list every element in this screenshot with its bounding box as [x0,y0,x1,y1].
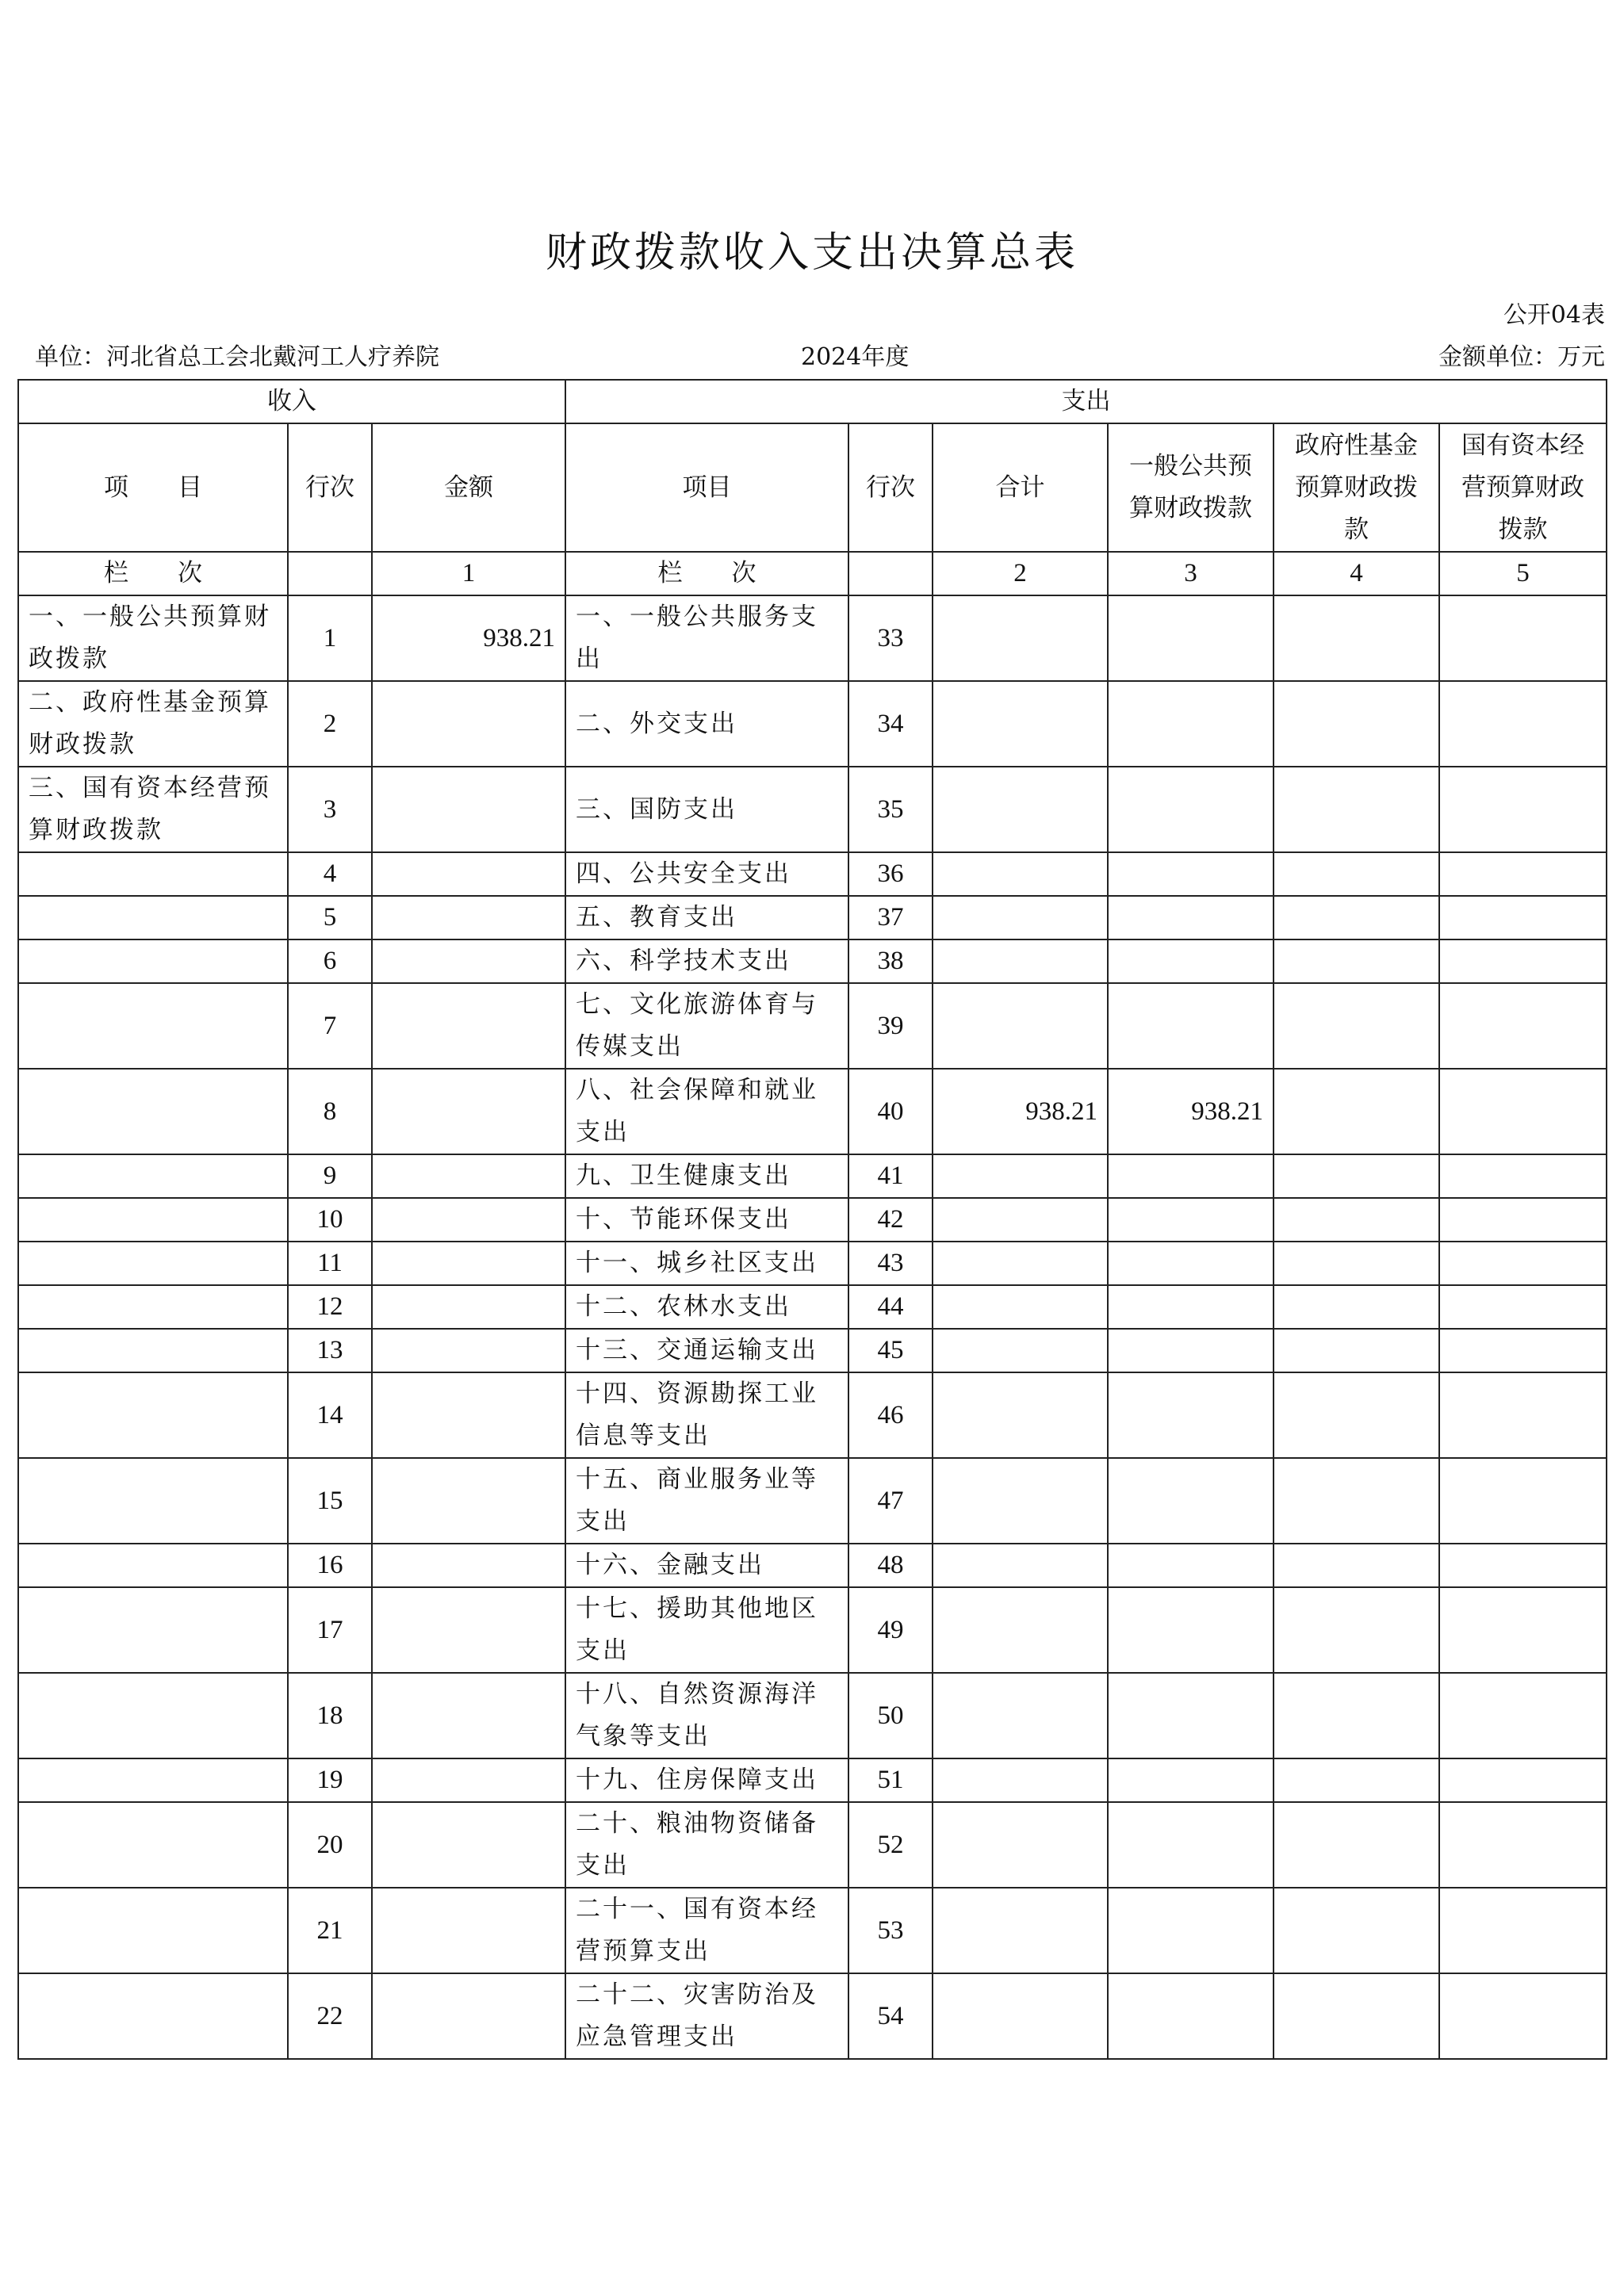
table-row [18,1154,1607,1198]
expense-item-cell: 十三、交通运输支出 [565,1329,848,1372]
expense-row-no-cell: 50 [848,1673,933,1758]
expense-item-cell: 十六、金融支出 [565,1544,848,1587]
income-item-cell [18,1888,288,1973]
income-row-no-cell: 17 [288,1587,372,1673]
income-item-cell: 二、政府性基金预算财政拨款 [18,681,288,767]
expense-header: 支出 [565,380,1607,423]
expense-row-no-cell: 46 [848,1372,933,1458]
total-cell [933,1458,1108,1544]
gov-fund-cell [1274,852,1439,896]
income-amount-cell [372,1458,565,1544]
general-budget-cell [1108,1285,1274,1329]
expense-row-no-cell: 43 [848,1242,933,1285]
expense-row-no-cell: 40 [848,1069,933,1154]
gov-fund-cell [1274,1802,1439,1888]
gov-fund-cell [1274,1242,1439,1285]
gov-fund-cell [1274,1673,1439,1758]
general-budget-cell [1108,852,1274,896]
expense-item-cell: 四、公共安全支出 [565,852,848,896]
state-capital-cell [1439,1888,1607,1973]
income-row-no-cell: 19 [288,1758,372,1802]
income-row-no-cell: 5 [288,896,372,939]
expense-item-cell: 七、文化旅游体育与传媒支出 [565,983,848,1069]
gov-fund-header: 政府性基金预算财政拨款 [1274,423,1439,552]
col-index-2: 2 [933,552,1108,595]
income-amount-cell [372,1329,565,1372]
total-cell [933,1802,1108,1888]
income-item-cell [18,1673,288,1758]
expense-item-cell: 八、社会保障和就业支出 [565,1069,848,1154]
expense-row-no-cell: 54 [848,1973,933,2059]
total-cell [933,1673,1108,1758]
income-row-no-cell: 11 [288,1242,372,1285]
expense-row-no-cell: 37 [848,896,933,939]
gov-fund-cell [1274,1973,1439,2059]
expense-item-cell: 五、教育支出 [565,896,848,939]
state-capital-cell [1439,1973,1607,2059]
expense-item-cell: 二、外交支出 [565,681,848,767]
expense-row-no-cell: 53 [848,1888,933,1973]
total-cell [933,1587,1108,1673]
income-item-cell [18,1544,288,1587]
total-cell [933,681,1108,767]
expense-row-no-cell: 33 [848,595,933,681]
gov-fund-cell [1274,1544,1439,1587]
expense-row-no-cell: 48 [848,1544,933,1587]
income-amount-cell [372,1242,565,1285]
income-item-cell [18,1242,288,1285]
gov-fund-cell [1274,1285,1439,1329]
general-budget-cell [1108,983,1274,1069]
income-item-cell [18,1069,288,1154]
general-budget-cell [1108,1242,1274,1285]
state-capital-cell [1439,1329,1607,1372]
budget-table [17,379,1607,2060]
general-budget-cell [1108,1973,1274,2059]
income-amount-cell [372,939,565,983]
state-capital-cell [1439,681,1607,767]
state-capital-cell [1439,1802,1607,1888]
expense-row-no-cell: 52 [848,1802,933,1888]
column-index-row [18,552,1607,595]
page-title: 财政拨款收入支出决算总表 [545,229,1078,277]
expense-row-no-cell: 47 [848,1458,933,1544]
state-capital-cell [1439,852,1607,896]
total-cell [933,595,1108,681]
table-row [18,939,1607,983]
income-amount-cell [372,1587,565,1673]
expense-item-cell: 二十一、国有资本经营预算支出 [565,1888,848,1973]
income-item-cell [18,1329,288,1372]
income-amount-cell [372,1973,565,2059]
expense-item-cell: 十四、资源勘探工业信息等支出 [565,1372,848,1458]
general-budget-cell [1108,1758,1274,1802]
table-row [18,896,1607,939]
col-index-1: 1 [372,552,565,595]
total-cell [933,1285,1108,1329]
expense-item-cell: 二十、粮油物资储备支出 [565,1802,848,1888]
income-item-header: 项 目 [18,423,288,552]
table-row [18,1285,1607,1329]
general-budget-cell [1108,1673,1274,1758]
table-row [18,1069,1607,1154]
table-row [18,1329,1607,1372]
table-row [18,1973,1607,2059]
state-capital-cell [1439,939,1607,983]
income-row-no-cell: 6 [288,939,372,983]
table-row [18,1242,1607,1285]
income-row-no-cell: 22 [288,1973,372,2059]
gov-fund-cell [1274,939,1439,983]
income-item-cell [18,1587,288,1673]
table-row [18,1802,1607,1888]
table-row [18,681,1607,767]
expense-item-cell: 十、节能环保支出 [565,1198,848,1242]
table-row [18,1458,1607,1544]
general-budget-cell [1108,595,1274,681]
income-row-no-cell: 21 [288,1888,372,1973]
state-capital-cell [1439,1154,1607,1198]
gov-fund-cell [1274,1069,1439,1154]
total-cell [933,1544,1108,1587]
income-row-no-cell: 2 [288,681,372,767]
total-cell [933,1973,1108,2059]
table-row [18,595,1607,681]
income-row-no-cell: 4 [288,852,372,896]
currency-unit-label: 金额单位：万元 [1438,343,1605,371]
state-capital-cell [1439,1285,1607,1329]
state-capital-cell [1439,595,1607,681]
total-cell [933,1888,1108,1973]
col-blank [288,552,372,595]
income-amount-cell [372,1069,565,1154]
income-item-cell [18,1198,288,1242]
general-budget-cell [1108,896,1274,939]
income-row-no-cell: 7 [288,983,372,1069]
total-cell [933,1198,1108,1242]
expense-item-cell: 九、卫生健康支出 [565,1154,848,1198]
income-row-no-cell: 3 [288,767,372,852]
state-capital-cell [1439,896,1607,939]
table-row [18,1888,1607,1973]
expense-item-cell: 十八、自然资源海洋气象等支出 [565,1673,848,1758]
state-capital-cell [1439,1069,1607,1154]
expense-row-no-cell: 39 [848,983,933,1069]
general-budget-cell [1108,1587,1274,1673]
income-row-no-cell: 10 [288,1198,372,1242]
gov-fund-cell [1274,1458,1439,1544]
expense-row-no-cell: 34 [848,681,933,767]
general-budget-cell [1108,1888,1274,1973]
state-capital-cell [1439,1372,1607,1458]
table-row [18,767,1607,852]
total-cell [933,767,1108,852]
income-item-cell [18,939,288,983]
table-row [18,1673,1607,1758]
total-cell [933,1329,1108,1372]
general-budget-cell [1108,1154,1274,1198]
unit-label: 单位：河北省总工会北戴河工人疗养院 [35,343,439,371]
expense-row-no-cell: 49 [848,1587,933,1673]
income-amount-header: 金额 [372,423,565,552]
expense-item-cell: 三、国防支出 [565,767,848,852]
total-cell: 938.21 [933,1069,1108,1154]
general-budget-cell [1108,1458,1274,1544]
total-cell [933,852,1108,896]
gov-fund-cell [1274,681,1439,767]
state-capital-cell [1439,1587,1607,1673]
column-header-row [18,423,1607,552]
income-amount-cell [372,1372,565,1458]
income-header: 收入 [18,380,565,423]
income-item-cell [18,1285,288,1329]
expense-row-no-cell: 44 [848,1285,933,1329]
income-row-no-cell: 15 [288,1458,372,1544]
total-cell [933,1154,1108,1198]
expense-item-cell: 十七、援助其他地区支出 [565,1587,848,1673]
income-item-cell [18,1758,288,1802]
general-budget-cell [1108,1329,1274,1372]
table-row [18,1372,1607,1458]
expense-item-cell: 六、科学技术支出 [565,939,848,983]
table-row [18,1587,1607,1673]
form-number: 公开04表 [1503,301,1605,329]
col-index-3: 3 [1108,552,1274,595]
income-item-cell [18,1372,288,1458]
income-amount-cell [372,767,565,852]
general-budget-header: 一般公共预算财政拨款 [1108,423,1274,552]
income-amount-cell [372,1758,565,1802]
income-amount-cell [372,1544,565,1587]
income-row-no-cell: 13 [288,1329,372,1372]
table-row [18,1758,1607,1802]
gov-fund-cell [1274,983,1439,1069]
income-row-no-header: 行次 [288,423,372,552]
income-amount-cell: 938.21 [372,595,565,681]
income-amount-cell [372,1154,565,1198]
income-item-cell: 一、一般公共预算财政拨款 [18,595,288,681]
state-capital-header: 国有资本经营预算财政拨款 [1439,423,1607,552]
expense-item-cell: 十五、商业服务业等支出 [565,1458,848,1544]
state-capital-cell [1439,983,1607,1069]
income-amount-cell [372,852,565,896]
gov-fund-cell [1274,1198,1439,1242]
exp-col-label: 栏 次 [565,552,848,595]
income-amount-cell [372,1285,565,1329]
income-row-no-cell: 9 [288,1154,372,1198]
col-label: 栏 次 [18,552,288,595]
expense-row-no-cell: 51 [848,1758,933,1802]
state-capital-cell [1439,1242,1607,1285]
expense-row-no-header: 行次 [848,423,933,552]
income-item-cell [18,852,288,896]
section-header-row [18,380,1607,423]
income-row-no-cell: 16 [288,1544,372,1587]
state-capital-cell [1439,1544,1607,1587]
table-row [18,1544,1607,1587]
income-item-cell: 三、国有资本经营预算财政拨款 [18,767,288,852]
income-amount-cell [372,896,565,939]
state-capital-cell [1439,1198,1607,1242]
income-item-cell [18,1154,288,1198]
general-budget-cell [1108,1544,1274,1587]
total-cell [933,1242,1108,1285]
state-capital-cell [1439,1758,1607,1802]
income-row-no-cell: 18 [288,1673,372,1758]
income-amount-cell [372,681,565,767]
income-item-cell [18,1458,288,1544]
gov-fund-cell [1274,1758,1439,1802]
gov-fund-cell [1274,1372,1439,1458]
total-cell [933,896,1108,939]
expense-row-no-cell: 35 [848,767,933,852]
total-cell [933,1372,1108,1458]
expense-row-no-cell: 42 [848,1198,933,1242]
expense-item-cell: 二十二、灾害防治及应急管理支出 [565,1973,848,2059]
expense-item-header: 项目 [565,423,848,552]
state-capital-cell [1439,767,1607,852]
income-row-no-cell: 20 [288,1802,372,1888]
expense-item-cell: 十二、农林水支出 [565,1285,848,1329]
income-amount-cell [372,1802,565,1888]
gov-fund-cell [1274,896,1439,939]
table-row [18,1198,1607,1242]
expense-item-cell: 十一、城乡社区支出 [565,1242,848,1285]
income-row-no-cell: 14 [288,1372,372,1458]
year-label: 2024年度 [801,343,910,371]
state-capital-cell [1439,1673,1607,1758]
total-cell [933,983,1108,1069]
income-item-cell [18,983,288,1069]
col-index-4: 4 [1274,552,1439,595]
gov-fund-cell [1274,767,1439,852]
expense-row-no-cell: 45 [848,1329,933,1372]
general-budget-cell: 938.21 [1108,1069,1274,1154]
table-row [18,852,1607,896]
total-cell [933,939,1108,983]
total-cell [933,1758,1108,1802]
income-row-no-cell: 1 [288,595,372,681]
col-blank [848,552,933,595]
gov-fund-cell [1274,1888,1439,1973]
expense-row-no-cell: 36 [848,852,933,896]
income-row-no-cell: 12 [288,1285,372,1329]
expense-item-cell: 一、一般公共服务支出 [565,595,848,681]
gov-fund-cell [1274,595,1439,681]
general-budget-cell [1108,939,1274,983]
expense-row-no-cell: 41 [848,1154,933,1198]
income-item-cell [18,1802,288,1888]
expense-item-cell: 十九、住房保障支出 [565,1758,848,1802]
income-amount-cell [372,1198,565,1242]
general-budget-cell [1108,1198,1274,1242]
state-capital-cell [1439,1458,1607,1544]
income-row-no-cell: 8 [288,1069,372,1154]
income-amount-cell [372,983,565,1069]
general-budget-cell [1108,1372,1274,1458]
expense-row-no-cell: 38 [848,939,933,983]
table-row [18,983,1607,1069]
income-item-cell [18,896,288,939]
gov-fund-cell [1274,1587,1439,1673]
general-budget-cell [1108,681,1274,767]
total-header: 合计 [933,423,1108,552]
gov-fund-cell [1274,1329,1439,1372]
general-budget-cell [1108,767,1274,852]
income-amount-cell [372,1673,565,1758]
general-budget-cell [1108,1802,1274,1888]
col-index-5: 5 [1439,552,1607,595]
income-amount-cell [372,1888,565,1973]
income-item-cell [18,1973,288,2059]
gov-fund-cell [1274,1154,1439,1198]
